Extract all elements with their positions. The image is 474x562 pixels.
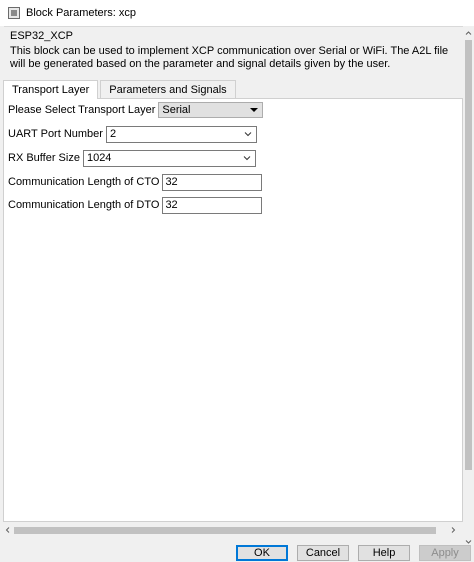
block-name: ESP32_XCP: [10, 30, 73, 42]
dropdown-arrow-icon: [250, 108, 258, 112]
horizontal-scrollbar[interactable]: [0, 524, 463, 536]
vertical-scrollbar[interactable]: [463, 26, 474, 556]
help-button[interactable]: Help: [358, 545, 410, 561]
transport-layer-dropdown[interactable]: [158, 102, 263, 118]
apply-button[interactable]: Apply: [419, 545, 471, 561]
title-bar: [0, 0, 474, 26]
block-description: This block can be used to implement XCP communication over Serial or WiFi. The A2L file will be generated based on the parameter and signal details given by the user.: [10, 45, 449, 70]
cto-length-input[interactable]: [162, 174, 262, 191]
transport-layer-value: Serial: [162, 104, 191, 116]
vertical-scrollbar-thumb[interactable]: [465, 40, 472, 470]
uart-port-label: UART Port Number: [8, 128, 103, 140]
rx-buffer-value: 1024: [86, 152, 112, 164]
tab-parameters-and-signals[interactable]: Parameters and Signals: [100, 80, 235, 98]
chevron-down-icon: [242, 153, 252, 163]
cancel-button[interactable]: Cancel: [297, 545, 349, 561]
cto-length-row: [8, 173, 262, 191]
transport-layer-panel: [3, 98, 463, 522]
simulink-block-icon: [8, 7, 20, 19]
scroll-up-arrow-icon[interactable]: [463, 28, 474, 38]
window-title: Block Parameters: xcp: [26, 7, 137, 19]
dto-length-label: Communication Length of DTO: [8, 199, 160, 211]
transport-layer-row: [8, 101, 263, 119]
tab-transport-layer[interactable]: Transport Layer: [3, 80, 98, 99]
ok-button[interactable]: OK: [236, 545, 288, 561]
chevron-down-icon: [243, 129, 253, 139]
rx-buffer-row: [8, 149, 256, 167]
scroll-left-arrow-icon[interactable]: [3, 524, 13, 536]
dto-length-input[interactable]: [162, 197, 262, 214]
horizontal-scrollbar-thumb[interactable]: [14, 527, 436, 534]
cto-length-label: Communication Length of CTO: [8, 176, 160, 188]
tab-strip: [3, 80, 238, 99]
rx-buffer-label: RX Buffer Size: [8, 152, 80, 164]
dto-length-value: 32: [165, 199, 178, 211]
uart-port-row: [8, 125, 257, 143]
dto-length-row: [8, 196, 262, 214]
uart-port-value: 2: [109, 128, 117, 140]
scroll-right-arrow-icon[interactable]: [448, 524, 458, 536]
block-description-panel: [4, 26, 464, 73]
uart-port-dropdown[interactable]: [106, 126, 257, 143]
transport-layer-label: Please Select Transport Layer: [8, 104, 156, 116]
rx-buffer-dropdown[interactable]: [83, 150, 256, 167]
cto-length-value: 32: [165, 176, 178, 188]
